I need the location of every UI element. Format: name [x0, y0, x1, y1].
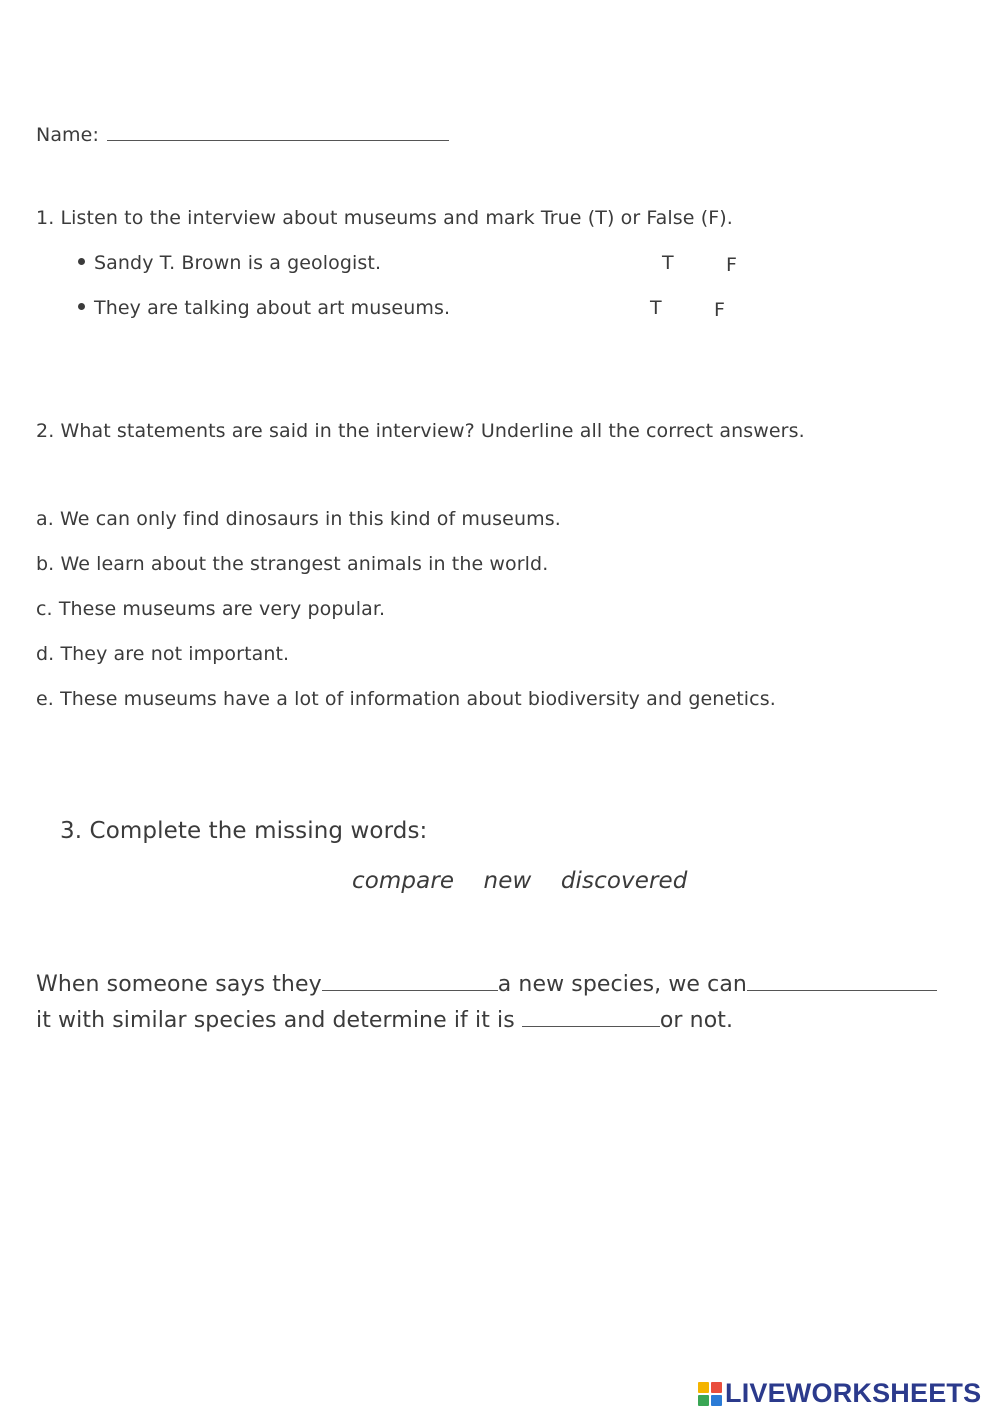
logo-square: [711, 1382, 722, 1393]
name-blank[interactable]: [107, 120, 449, 141]
tf-item-1: [78, 252, 381, 274]
answer-option-b[interactable]: b. We learn about the strangest animals in the world.: [36, 553, 549, 575]
answer-option-a[interactable]: a. We can only find dinosaurs in this kind of museums.: [36, 508, 561, 530]
gap-blank-3[interactable]: [522, 1004, 660, 1027]
word-bank-item: discovered: [560, 868, 688, 894]
bullet-icon: [78, 303, 85, 310]
tf-item-text: They are talking about art museums.: [94, 297, 451, 319]
false-option[interactable]: F: [714, 299, 726, 321]
gap-text-segment: When someone says they: [36, 972, 322, 997]
tf-item-text: Sandy T. Brown is a geologist.: [94, 252, 382, 274]
tf-item-2: [78, 297, 450, 319]
bullet-icon: [78, 258, 85, 265]
logo-square: [698, 1382, 709, 1393]
logo-square: [698, 1395, 709, 1406]
logo-square: [711, 1395, 722, 1406]
q3-title: 3. Complete the missing words:: [60, 818, 428, 844]
true-option[interactable]: T: [662, 252, 674, 274]
name-field: [36, 120, 449, 146]
q2-instruction: 2. What statements are said in the interview? Underline all the correct answers.: [36, 420, 805, 442]
true-option[interactable]: T: [650, 297, 662, 319]
gap-text-segment: a new species, we can: [497, 972, 747, 997]
logo-icon: [698, 1382, 722, 1406]
false-option[interactable]: F: [726, 254, 738, 276]
gap-fill-text: [36, 967, 937, 1039]
gap-line-2: [36, 1003, 937, 1039]
logo-text: LIVEWORKSHEETS: [725, 1378, 982, 1408]
answer-option-e[interactable]: e. These museums have a lot of information about biodiversity and genetics.: [36, 688, 776, 710]
answer-option-c[interactable]: c. These museums are very popular.: [36, 598, 386, 620]
gap-line-1: [36, 967, 937, 1003]
gap-text-segment: or not.: [659, 1008, 734, 1033]
word-bank-item: compare: [352, 868, 455, 894]
gap-blank-2[interactable]: [747, 968, 937, 991]
gap-text-segment: it with similar species and determine if it is: [36, 1008, 522, 1033]
name-label: Name:: [36, 124, 99, 146]
liveworksheets-logo: [698, 1378, 981, 1409]
gap-blank-1[interactable]: [322, 968, 498, 991]
answer-option-d[interactable]: d. They are not important.: [36, 643, 290, 665]
word-bank: [352, 868, 687, 894]
word-bank-item: new: [483, 868, 532, 894]
q1-instruction: 1. Listen to the interview about museums and mark True (T) or False (F).: [36, 207, 733, 229]
